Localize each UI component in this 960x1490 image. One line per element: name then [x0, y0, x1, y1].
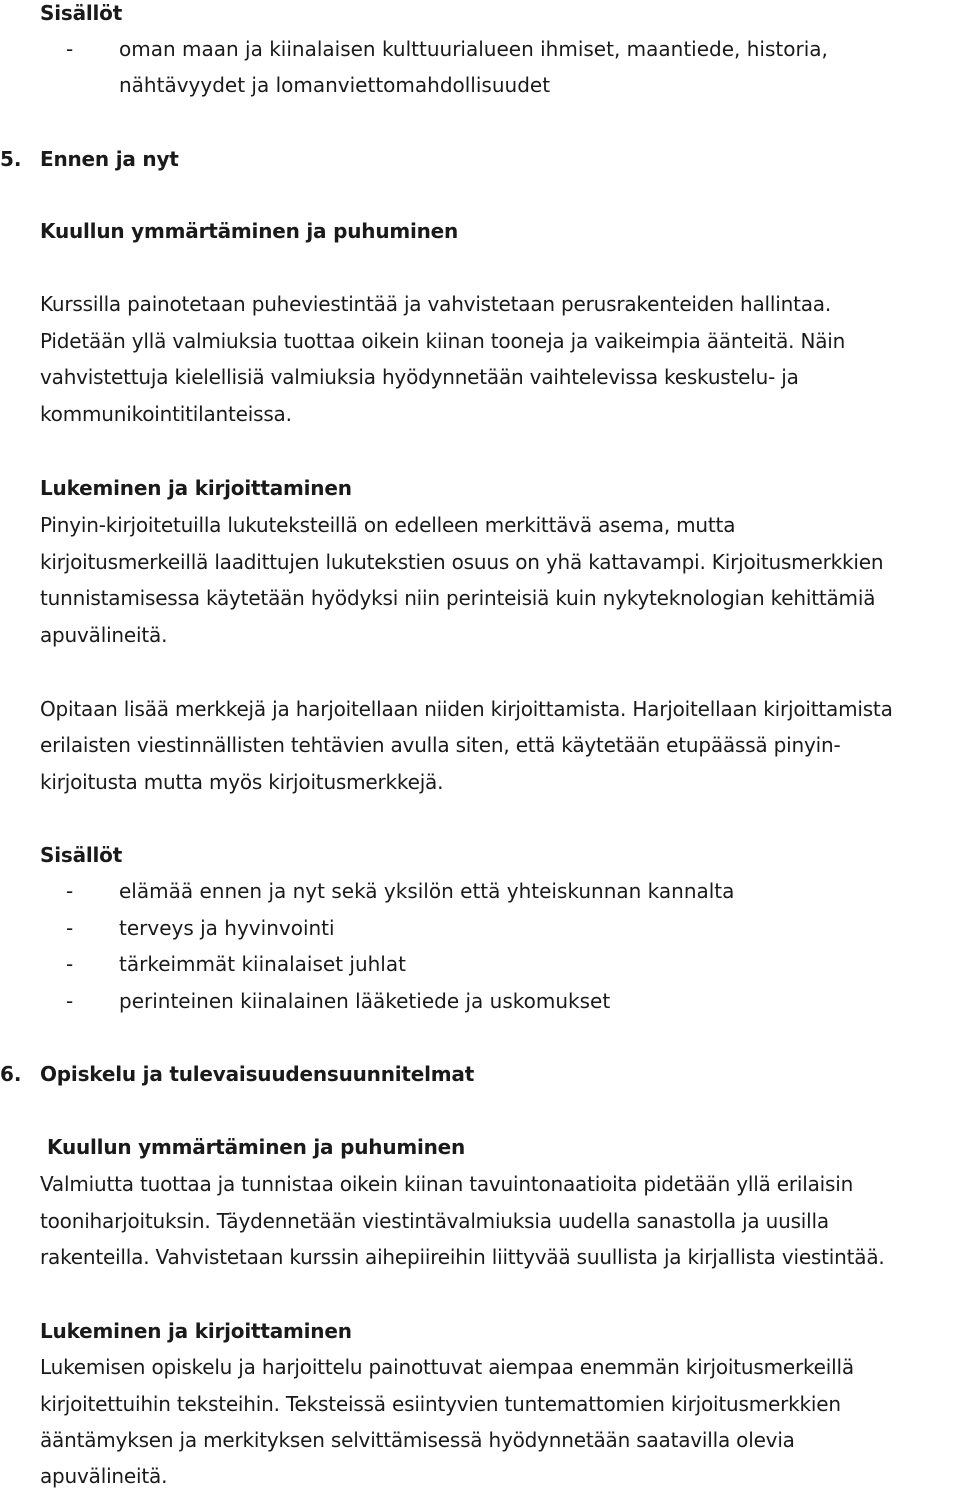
section-number: 5.: [0, 147, 22, 171]
subheading-listening: Kuullun ymmärtäminen ja puhuminen: [40, 219, 459, 243]
paragraph-line: apuvälineitä.: [40, 1464, 168, 1488]
paragraph-line: Pidetään yllä valmiuksia tuottaa oikein kiinan tooneja ja vaikeimpia äänteitä. Näin: [40, 329, 846, 353]
contents-heading-top: Sisällöt: [40, 1, 123, 25]
bullet-dash: -: [66, 37, 74, 61]
bullet-dash: -: [66, 879, 74, 903]
section-title: Opiskelu ja tulevaisuudensuunnitelmat: [40, 1062, 475, 1086]
paragraph-line: tunnistamisessa käytetään hyödyksi niin perinteisiä kuin nykyteknologian kehittämiä: [40, 586, 876, 610]
section-number: 6.: [0, 1062, 22, 1086]
paragraph-line: tooniharjoituksin. Täydennetään viestintävalmiuksia uudella sanastolla ja uusilla: [40, 1209, 829, 1233]
subheading-reading: Lukeminen ja kirjoittaminen: [40, 476, 352, 500]
bullet-dash: -: [66, 989, 74, 1013]
paragraph-line: kirjoitusta mutta myös kirjoitusmerkkejä.: [40, 770, 444, 794]
paragraph-line: apuvälineitä.: [40, 623, 168, 647]
paragraph-line: Opitaan lisää merkkejä ja harjoitellaan niiden kirjoittamista. Harjoitellaan kirjoittamista: [40, 697, 893, 721]
paragraph-line: Valmiutta tuottaa ja tunnistaa oikein kiinan tavuintonaatioita pidetään yllä erilaisin: [40, 1172, 854, 1196]
list-item-text: tärkeimmät kiinalaiset juhlat: [119, 952, 406, 976]
section-title: Ennen ja nyt: [40, 147, 179, 171]
list-item-text: oman maan ja kiinalaisen kulttuurialueen ihmiset, maantiede, historia,: [119, 37, 828, 61]
list-item-text: nähtävyydet ja lomanviettomahdollisuudet: [119, 73, 551, 97]
list-item-text: terveys ja hyvinvointi: [119, 916, 335, 940]
paragraph-line: kommunikointitilanteissa.: [40, 402, 292, 426]
paragraph-line: vahvistettuja kielellisiä valmiuksia hyödynnetään vaihtelevissa keskustelu- ja: [40, 365, 799, 389]
list-item-text: elämää ennen ja nyt sekä yksilön että yhteiskunnan kannalta: [119, 879, 735, 903]
subheading-listening: Kuullun ymmärtäminen ja puhuminen: [47, 1135, 466, 1159]
subheading-reading: Lukeminen ja kirjoittaminen: [40, 1319, 352, 1343]
contents-heading: Sisällöt: [40, 843, 123, 867]
list-item-text: perinteinen kiinalainen lääketiede ja uskomukset: [119, 989, 611, 1013]
paragraph-line: Lukemisen opiskelu ja harjoittelu painottuvat aiempaa enemmän kirjoitusmerkeillä: [40, 1355, 854, 1379]
paragraph-line: kirjoitusmerkeillä laadittujen lukutekstien osuus on yhä kattavampi. Kirjoitusmerkkien: [40, 550, 884, 574]
paragraph-line: Pinyin-kirjoitetuilla lukuteksteillä on edelleen merkittävä asema, mutta: [40, 513, 736, 537]
bullet-dash: -: [66, 952, 74, 976]
paragraph-line: kirjoitettuihin teksteihin. Teksteissä esiintyvien tuntemattomien kirjoitusmerkkien: [40, 1392, 841, 1416]
paragraph-line: rakenteilla. Vahvistetaan kurssin aihepiireihin liittyvää suullista ja kirjallista viestintää.: [40, 1245, 885, 1269]
bullet-dash: -: [66, 916, 74, 940]
paragraph-line: erilaisten viestinnällisten tehtävien avulla siten, että käytetään etupäässä pinyin-: [40, 733, 841, 757]
paragraph-line: ääntämyksen ja merkityksen selvittämisessä hyödynnetään saatavilla olevia: [40, 1428, 795, 1452]
paragraph-line: Kurssilla painotetaan puheviestintää ja vahvistetaan perusrakenteiden hallintaa.: [40, 292, 832, 316]
